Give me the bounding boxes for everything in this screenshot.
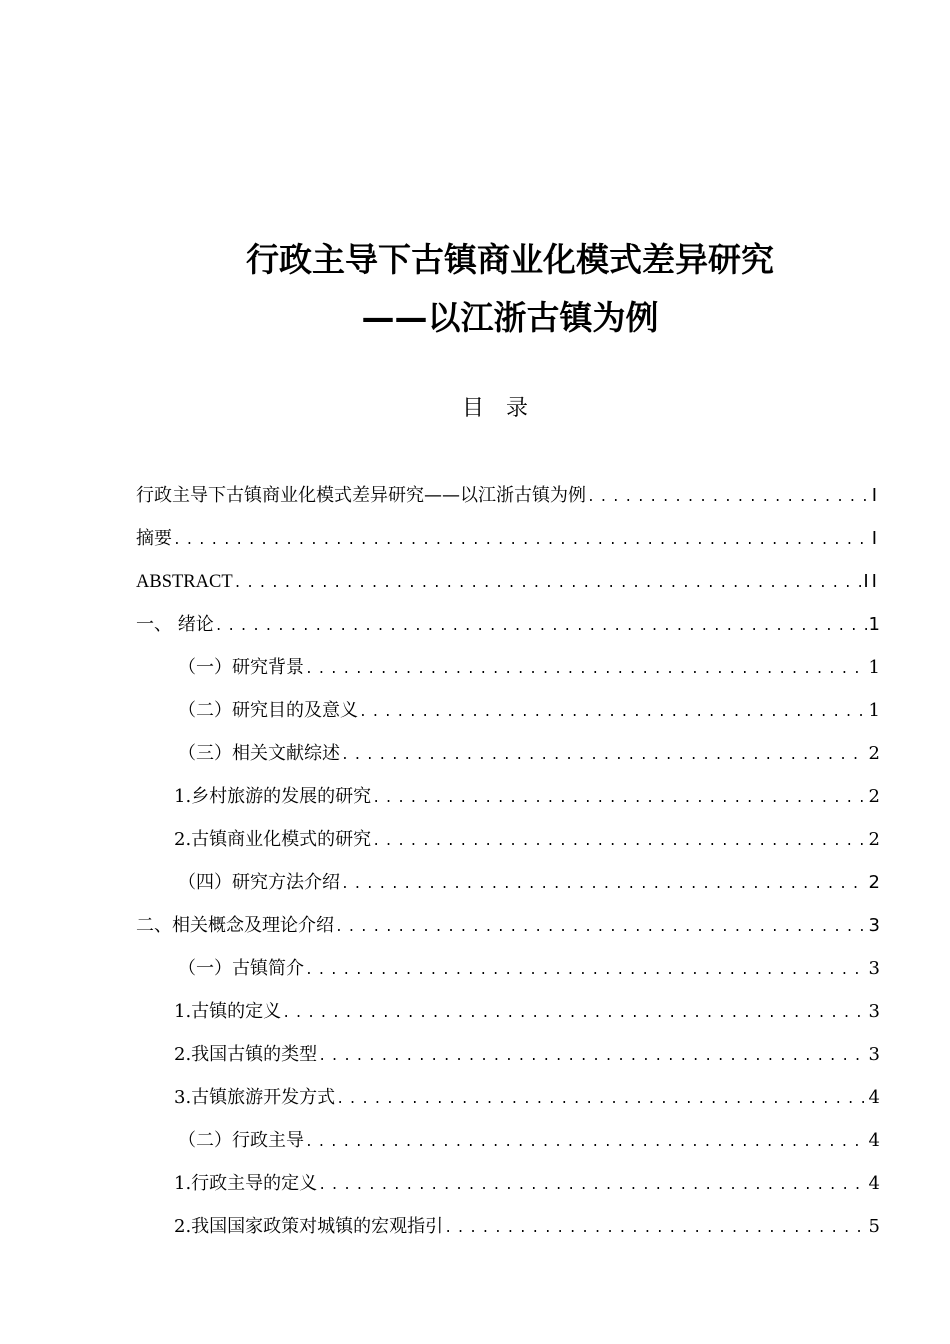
dot-leader	[341, 734, 867, 777]
toc-entry[interactable]	[0, 1076, 950, 1119]
dot-leader	[318, 1035, 866, 1078]
toc-entry[interactable]	[0, 1033, 950, 1076]
toc-entry-page: II	[863, 571, 880, 592]
toc-entry[interactable]	[0, 689, 950, 732]
toc-entry-title: 行政主导下古镇商业化模式差异研究——以江浙古镇为例	[136, 485, 586, 506]
toc-entry[interactable]	[0, 990, 950, 1033]
toc-entry[interactable]	[0, 861, 950, 904]
toc-entry-title: （一）古镇简介	[178, 958, 304, 979]
toc-entry-page: 5	[868, 1216, 880, 1237]
toc-entry-page: 4	[868, 1130, 880, 1151]
dot-leader	[587, 476, 868, 519]
dot-leader	[341, 863, 867, 906]
dot-leader	[282, 992, 866, 1035]
dot-leader	[335, 906, 867, 949]
toc-heading	[0, 395, 950, 423]
toc-entry-page: 3	[868, 1001, 880, 1022]
toc-entry-title: ABSTRACT	[136, 572, 233, 592]
toc-entry-page: 2	[868, 872, 880, 893]
toc-entry-page: 4	[868, 1087, 880, 1108]
dot-leader	[318, 1164, 866, 1207]
toc-entry-page: 3	[868, 915, 880, 936]
toc-entry-title: 1.古镇的定义	[174, 1001, 282, 1022]
toc-entry-title: （二）研究目的及意义	[178, 700, 358, 721]
toc-entry[interactable]	[0, 560, 950, 603]
toc-entry[interactable]	[0, 732, 950, 775]
toc-entry-page: 2	[868, 786, 880, 807]
document-title-line1: 行政主导下古镇商业化模式差异研究	[246, 240, 774, 279]
toc-entry-page: 4	[868, 1173, 880, 1194]
dot-leader	[372, 820, 866, 863]
toc-entry-page: 2	[868, 829, 880, 850]
toc-entry-title: 2.我国古镇的类型	[174, 1044, 318, 1065]
dot-leader	[234, 562, 862, 605]
toc-entry-title: 一、 绪论	[136, 614, 214, 635]
toc-heading-char: 录	[506, 396, 529, 421]
toc-entry[interactable]	[0, 947, 950, 990]
dot-leader	[173, 519, 868, 562]
toc-entry[interactable]	[0, 1205, 950, 1248]
toc-entry[interactable]	[0, 775, 950, 818]
dot-leader	[215, 605, 867, 648]
toc-entry-page: I	[871, 485, 880, 506]
toc-entry[interactable]	[0, 474, 950, 517]
toc-entry-title: 摘要	[136, 528, 172, 549]
toc-entry-page: 2	[868, 743, 880, 764]
toc-entry-title: （三）相关文献综述	[178, 743, 340, 764]
toc-entry[interactable]	[0, 904, 950, 947]
toc-entry-page: 1	[868, 657, 880, 678]
toc-entry-page: 1	[868, 614, 880, 635]
toc-entry-title: 1.行政主导的定义	[174, 1173, 318, 1194]
document-title-line2: ——以江浙古镇为例	[361, 298, 659, 337]
toc-entry-title: 3.古镇旅游开发方式	[174, 1087, 336, 1108]
toc-entry[interactable]	[0, 1162, 950, 1205]
toc-entry-page: 3	[868, 1044, 880, 1065]
toc-entry-title: （四）研究方法介绍	[178, 872, 340, 893]
toc-entry-title: 二、相关概念及理论介绍	[136, 915, 334, 936]
dot-leader	[305, 648, 867, 691]
toc-entry[interactable]	[0, 517, 950, 560]
toc-entry-page: 1	[868, 700, 880, 721]
dot-leader	[305, 949, 867, 992]
toc-entry-title: （二）行政主导	[178, 1130, 304, 1151]
toc-entry-title: 2.我国国家政策对城镇的宏观指引	[174, 1216, 444, 1237]
toc-entry[interactable]	[0, 646, 950, 689]
dot-leader	[372, 777, 866, 820]
dot-leader	[336, 1078, 866, 1121]
dot-leader	[444, 1207, 866, 1250]
dot-leader	[305, 1121, 867, 1164]
dot-leader	[359, 691, 867, 734]
toc-heading-char: 目	[461, 396, 484, 421]
toc-entry-title: 2.古镇商业化模式的研究	[174, 829, 372, 850]
toc-entry[interactable]	[0, 818, 950, 861]
toc-entry[interactable]	[0, 603, 950, 646]
toc-entry-title: （一）研究背景	[178, 657, 304, 678]
toc-entry-page: I	[871, 528, 880, 549]
toc-entry[interactable]	[0, 1119, 950, 1162]
toc-entry-page: 3	[868, 958, 880, 979]
toc-entry-title: 1.乡村旅游的发展的研究	[174, 786, 372, 807]
